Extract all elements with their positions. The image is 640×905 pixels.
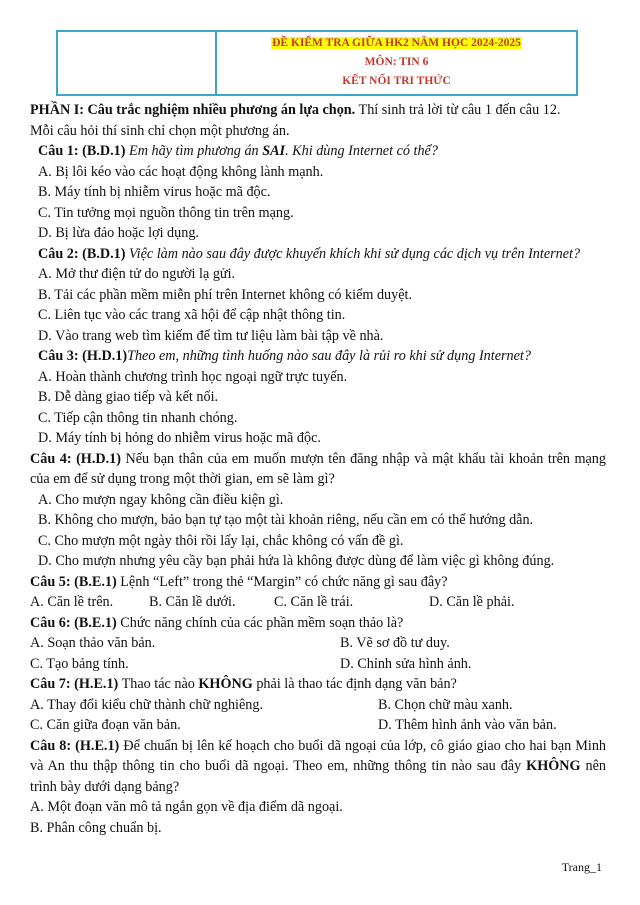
q7-text-c: phải là thao tác định dạng văn bản?: [252, 676, 457, 692]
q7-option-a: A. Thay đổi kiểu chữ thành chữ nghiêng.: [30, 696, 264, 713]
question-8: [30, 736, 606, 798]
q6-options-row-1: [30, 633, 606, 654]
q3-option-d: D. Máy tính bị hỏng do nhiễm virus hoặc mã độc.: [38, 430, 321, 446]
question-1: [30, 141, 606, 162]
q3-option-c: C. Tiếp cận thông tin nhanh chóng.: [38, 409, 238, 426]
q1-option-d: D. Bị lừa đảo hoặc lợi dụng.: [38, 225, 199, 241]
q1-text-a: Em hãy tìm phương án: [125, 143, 263, 159]
q1-text-b: SAI: [262, 143, 286, 159]
part1-title: PHẦN I: Câu trắc nghiệm nhiều phương án lựa chọn.: [30, 102, 356, 118]
q8-text-c: nên trình bày dưới dạng bảng?: [30, 758, 606, 795]
q7-option-c: C. Căn giữa đoạn văn bản.: [30, 717, 181, 733]
q4-option-d: D. Cho mượn nhưng yêu cầy bạn phải hứa là không được dùng để làm việc gì không đúng.: [38, 553, 555, 569]
q7-label: Câu 7: (H.E.1): [30, 676, 119, 692]
q2-option-b: B. Tải các phần mềm miễn phí trên Internet không có kiểm duyệt.: [38, 286, 413, 303]
q5-label: Câu 5: (B.E.1): [30, 573, 117, 590]
q2-option-c: C. Liên tục vào các trang xã hội để cập nhật thông tin.: [38, 307, 346, 323]
q2-option-d: D. Vào trang web tìm kiếm để tìm tư liệu làm bài tập về nhà.: [38, 327, 384, 344]
q6-option-b: B. Vẽ sơ đồ tư duy.: [340, 635, 450, 651]
q1-option-c: C. Tin tưởng mọi nguồn thông tin trên mạng.: [38, 204, 294, 221]
q3-label: Câu 3: (H.D.1): [38, 348, 128, 364]
part1-desc-a: Thí sinh trả lời từ câu 1 đến câu 12.: [355, 102, 561, 118]
exam-content: [30, 100, 606, 838]
q1-option-a: A. Bị lôi kéo vào các hoạt động không lành mạnh.: [38, 163, 324, 180]
header-right-cell: [217, 32, 576, 94]
q5-option-a: A. Căn lề trên.: [30, 594, 114, 610]
q3-option-b: B. Dễ dàng giao tiếp và kết nối.: [38, 389, 219, 405]
q8-option-b: B. Phân công chuẩn bị.: [30, 819, 162, 836]
question-2: [30, 244, 606, 265]
q7-option-d: D. Thêm hình ảnh vào văn bản.: [378, 717, 557, 733]
q1-label: Câu 1: (B.D.1): [38, 143, 126, 159]
q6-text: Chức năng chính của các phần mềm soạn thảo là?: [116, 614, 404, 631]
q2-text: Việc làm nào sau đây được khuyến khích khi sử dụng các dịch vụ trên Internet?: [125, 245, 581, 262]
q4-option-a: A. Cho mượn ngay không cần điều kiện gì.: [38, 491, 284, 508]
q6-label: Câu 6: (B.E.1): [30, 614, 117, 631]
q5-option-d: D. Căn lề phải.: [429, 594, 515, 610]
q1-option-b: B. Máy tính bị nhiễm virus hoặc mã độc.: [38, 184, 271, 200]
q6-option-d: D. Chỉnh sửa hình ảnh.: [340, 655, 472, 672]
q7-text-a: Thao tác nào: [118, 676, 199, 692]
q5-text: Lệnh “Left” trong thẻ “Margin” có chức năng gì sau đây?: [116, 573, 448, 590]
q7-text-b: KHÔNG: [198, 676, 253, 692]
q8-text-a: Để chuẩn bị lên kế hoạch cho buổi dã ngoại của lớp, cô giáo giao cho hai bạn Minh và An thu thập thông tin cho buổi dã ngoại. Theo em, những thông tin nào sau đây: [30, 737, 607, 774]
part1-heading: [30, 100, 606, 141]
question-4: [30, 449, 606, 490]
q1-text-c: . Khi dùng Internet có thể?: [285, 143, 438, 159]
q5-option-b: B. Căn lề dưới.: [149, 594, 236, 610]
question-3: [30, 346, 606, 367]
q4-text: Nếu bạn thân của em muốn mượn tên đăng nhập và mật khẩu tài khoản trên mạng của em để sử dụng trong một thời gian, em sẽ làm gì?: [30, 450, 606, 487]
q6-options-row-2: [30, 654, 606, 675]
question-7: [30, 674, 606, 695]
q7-option-b: B. Chọn chữ màu xanh.: [378, 696, 513, 713]
q8-text-b: KHÔNG: [526, 758, 581, 774]
q4-option-b: B. Không cho mượn, bảo bạn tự tạo một tài khoản riêng, nếu cần em có thể hướng dẫn.: [38, 512, 534, 528]
q3-option-a: A. Hoàn thành chương trình học ngoại ngữ trực tuyến.: [38, 368, 348, 385]
q6-option-a: A. Soạn thảo văn bản.: [30, 635, 156, 651]
q2-label: Câu 2: (B.D.1): [38, 245, 126, 262]
q7-options-row-1: [30, 695, 606, 716]
textbook-series: KẾT NỐI TRI THỨC: [342, 75, 451, 87]
subject-label: MÔN: TIN 6: [364, 56, 429, 68]
q5-option-c: C. Căn lề trái.: [274, 594, 354, 610]
q6-option-c: C. Tạo bảng tính.: [30, 655, 129, 672]
q8-option-a: A. Một đoạn văn mô tả ngắn gọn về địa điểm dã ngoại.: [30, 799, 343, 815]
exam-title: ĐỀ KIỂM TRA GIỮA HK2 NĂM HỌC 2024-2025: [272, 37, 521, 49]
part1-desc-b: Mỗi câu hỏi thí sinh chỉ chọn một phương án.: [30, 122, 290, 139]
header-left-cell: [58, 32, 217, 94]
question-5: [30, 572, 606, 593]
q2-option-a: A. Mở thư điện tử do người lạ gửi.: [38, 266, 236, 282]
q7-options-row-2: [30, 715, 606, 736]
q4-option-c: C. Cho mượn một ngày thôi rồi lấy lại, chắc không có vấn đề gì.: [38, 532, 404, 549]
page-number: Trang_1: [561, 860, 602, 874]
q4-label: Câu 4: (H.D.1): [30, 450, 121, 467]
q5-options: [30, 592, 606, 613]
exam-header-box: [56, 30, 578, 96]
question-6: [30, 613, 606, 634]
q3-text: Theo em, những tình huống nào sau đây là rủi ro khi sử dụng Internet?: [127, 348, 531, 364]
q8-label: Câu 8: (H.E.1): [30, 737, 120, 754]
